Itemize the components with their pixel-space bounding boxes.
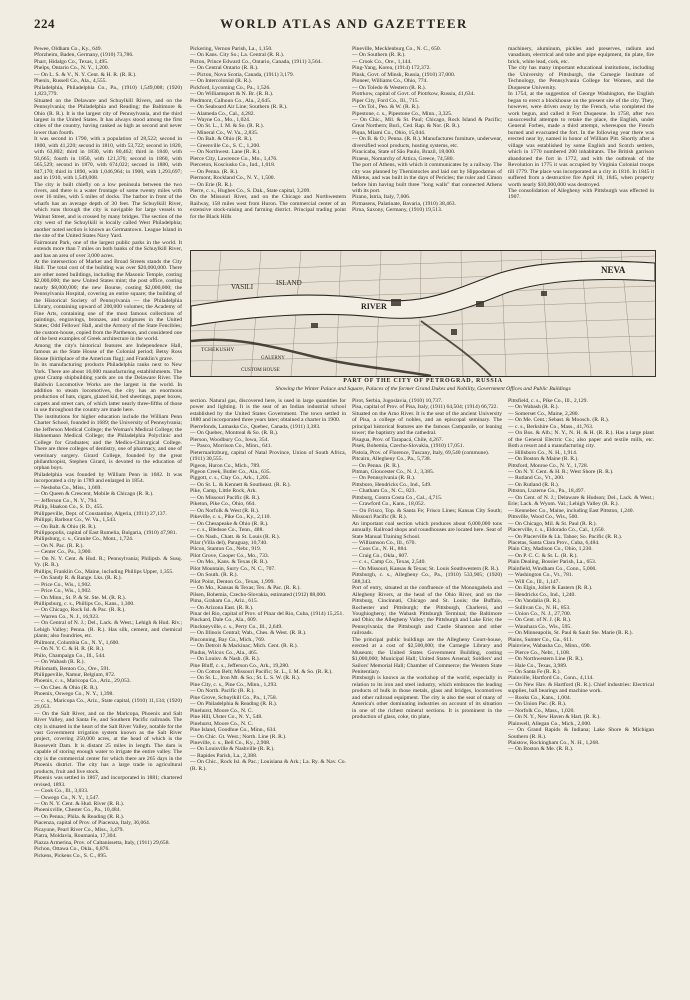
gazetteer-entry: The port of Athens, with which it communicates by a railway. The city was planned by Themistocles and laid out by Hippodamus of Miletus, and was built in the days of Pericles; the ruler and Cimon before him having built three "long walls" that connected Athens with its port. bbox=[352, 162, 502, 194]
gazetteer-entry: Pittsburg, Contra Costa Co., Cal., 4,715. bbox=[352, 494, 443, 501]
page-header bbox=[34, 16, 654, 36]
gazetteer-entry: — On Bos. & Alb.; N. Y., N. H. & H. (R. R.). Has a large plant of the General Electric Co.; also paper and textile mills, etc. Both a resort and a manufacturing city. bbox=[508, 430, 654, 450]
gazetteer-entry: Pinar del Rio, capital of Prov. of Pinar del Rio, Cuba, (1914) 15,251. bbox=[190, 610, 344, 617]
map-label-tchekushy: TCHEKUSHY bbox=[201, 347, 235, 353]
gazetteer-entry: Pilsen, Bohemia, Czecho-Slovakia, estimated (1912) 88,000. bbox=[190, 591, 327, 598]
gazetteer-entry: — On South. (R. R.). bbox=[190, 572, 238, 579]
gazetteer-entry: — On Boston & Maine (R. R.). bbox=[508, 456, 579, 463]
gazetteer-entry: — On Northwest. Lane (R. R.). bbox=[190, 149, 261, 156]
gazetteer-entry: Pine Bluff, c. s., Jefferson Co., Ark., 19,280. bbox=[190, 662, 290, 669]
gazetteer-entry: — On N. Y. Cent. & Hud. R.; Pennsylvania; Philipsb. & Susq. Vy. (R. R.). bbox=[34, 555, 182, 569]
gazetteer-entry: — On Wabash (R. R.). bbox=[508, 404, 559, 411]
gazetteer-entry: Philo, Champaign Co., Ill., 544. bbox=[34, 652, 106, 659]
gazetteer-entry: — On Missouri, Kansas & Texas; St. Louis Southwestern (R. R.). bbox=[352, 565, 500, 572]
map-caption: Showing the Winter Palace and Square, Palaces of the former Grand Dukes and Nobility, Government Offices and Public Buildings bbox=[275, 386, 571, 392]
gazetteer-entry: The city has many important educational institutions, including the University of Pittsburgh, the Carnegie Institute of Technology, the Pennsylvania College for Women, and the Duquesne University. bbox=[508, 65, 654, 91]
gazetteer-entry: Plainview, Wabasha Co., Minn., 690. bbox=[508, 643, 591, 650]
gazetteer-entry: — On North. Pacific (R. R.). bbox=[190, 688, 255, 695]
gazetteer-entry: Pisa, capital of Prov. of Pisa, Italy, (1911) 64,504; (1914) 66,722. bbox=[352, 404, 498, 411]
gazetteer-entry: — On Seaboard Air Line; Southern (R. R.). bbox=[190, 104, 288, 111]
gazetteer-entry: Piotrkow, capital of Govt. of Piotrkow, Russia, 41,634. bbox=[352, 91, 475, 98]
gazetteer-entry: — On Placerville & Lk. Tahoe; So. Pacific (R. R.). bbox=[508, 533, 623, 540]
gazetteer-entry: Piracicaba, State of São Paulo, Brazil, 18,000. bbox=[352, 149, 456, 156]
gazetteer-entry: — Cook Co., Ill., 3,033. bbox=[34, 788, 89, 795]
gazetteer-entry: — On Missouri Pacific (R. R.). bbox=[190, 494, 261, 501]
map-title: PART OF THE CITY OF PETROGRAD, RUSSIA bbox=[343, 378, 503, 384]
gazetteer-entry: It was second in 1790, with a population of 28,522; second in 1800, with 41,220; second in 1810, with 53,722; second in 1820, with 63,802; third in 1830, with 80,462; third in 1840, with 93,665; fourth in 1850, with 121,376; second in 1860, with 565,529; second in 1870, with 674,022; second in 1880, with 847,170; third in 1890, with 1,046,964; in 1900, with 1,293,697; and in 1910, with 1,549,008. bbox=[34, 136, 182, 182]
gazetteer-entry: Pine Grove, Schuylkill Co., Pa., 1,758. bbox=[190, 694, 278, 701]
gazetteer-entry: — On N. Pac. (R. R.). bbox=[34, 542, 84, 549]
gazetteer-entry: — Price Co., Wis., 1,902. bbox=[34, 588, 92, 595]
gazetteer-entry: — On Williamsport & N. Br. (R. R.). bbox=[190, 91, 274, 98]
gazetteer-entry: Phoenix, c. s., Maricopa Co., Ariz., 29,053. bbox=[34, 678, 131, 685]
gazetteer-entry: Pittsford, Monroe Co., N. Y., 1,728. bbox=[508, 462, 589, 469]
gazetteer-entry: Pitman, Gloucester Co., N. J., 3,385. bbox=[352, 468, 435, 475]
gazetteer-entry: Piqua, Miami Co., Ohio, 15,044. bbox=[352, 129, 426, 136]
gazetteer-entry: Pierrefonds, Lamaska Co., Quebec, Canada, (1911) 3,383. bbox=[190, 423, 321, 430]
gazetteer-entry: Pisek, Bohemia, Czecho-Slovakia, (1910) 17,051. bbox=[352, 443, 465, 450]
gazetteer-entry: — On Ches. & Ohio (R. R.). bbox=[34, 684, 99, 691]
gazetteer-entry: — Price Co., Wis., 1,902. bbox=[34, 581, 92, 588]
column-3-top bbox=[352, 46, 502, 246]
gazetteer-entry: Philipsburg, c. s., Granite Co., Mont., 1,724. bbox=[34, 536, 134, 543]
gazetteer-entry: Pichon, Ottawa Co., Okla., 6,876. bbox=[34, 846, 110, 853]
gazetteer-entry: — On St. L., Iron Mt. & So.; St. L. S. W. (R. R.). bbox=[190, 675, 301, 682]
gazetteer-entry: An important coal section which produces about 6,000,000 tons annually. Railroad shops and roundhouses are located here. Seat of State Manual Training School. bbox=[352, 520, 502, 540]
gazetteer-entry: Pineville, Mecklenburg Co., N. C., 650. bbox=[352, 46, 442, 52]
gazetteer-entry: Piazza Armerina, Prov. of Caltanissetta, Italy, (1911) 29,658. bbox=[34, 839, 170, 846]
gazetteer-entry: Pinehurst, Moore Co., N. C. bbox=[190, 707, 253, 714]
gazetteer-entry: Pine City, c. s., Pine Co., Minn., 1,293. bbox=[190, 681, 278, 688]
map-label-galerny: GALERNY bbox=[261, 356, 285, 361]
gazetteer-entry: Piermont, Rockland Co., N. Y., 1,500. bbox=[190, 175, 275, 182]
gazetteer-entry: — On Illinois Central; Wab., Ches. & West. (R. R.). bbox=[190, 630, 307, 637]
gazetteer-entry: — On Balt. & Ohio (R. R.). bbox=[34, 523, 97, 530]
gazetteer-entry: Pharr, Hidalgo Co., Texas, 1,495. bbox=[34, 58, 109, 65]
gazetteer-entry: — On Elgin, Joliet & Eastern (R. R.). bbox=[508, 585, 593, 592]
gazetteer-entry: Phoenixville, Chester Co., Pa., 10,484. bbox=[34, 807, 121, 814]
gazetteer-entry: — On Me. Cent.; Sebast. & Moosch. (R. R.). bbox=[508, 417, 610, 424]
gazetteer-entry: — On Central of N. J.; Del., Lack. & West.; Lehigh & Hud. Riv.; Lehigh Valley; Penna. (R. R.). Has silk, cement, and chemical plants; also foundries, etc. bbox=[34, 620, 182, 640]
gazetteer-entry: Pietermaritzburg, capital of Natal Province, Union of South Africa, (1911) 30,555. bbox=[190, 449, 346, 463]
gazetteer-entry: — Rooks Co., Kans., 1,004. bbox=[508, 694, 572, 701]
gazetteer-entry: Pickford, Lycoming Co., Pa., 1,526. bbox=[190, 84, 271, 91]
gazetteer-entry: Pinsk, Govt. of Minsk, Russia, (1910) 37,000. bbox=[352, 71, 456, 78]
gazetteer-entry: Pinckneyville, c. s., Perry Co., Ill., 2,649. bbox=[190, 623, 283, 630]
gazetteer-entry: — Rutland Co., Vt., 200. bbox=[508, 475, 565, 482]
gazetteer-entry: — Hale Co., Texas, 3,989. bbox=[508, 662, 568, 669]
gazetteer-entry: Phoenix was settled in 1867, and incorporated in 1881; chartered revised, 1893. bbox=[34, 775, 182, 788]
gazetteer-entry: — Williamson Co., Ill., 670. bbox=[352, 539, 416, 546]
gazetteer-entry: — On Louisv. & Nash. (R. R.). bbox=[190, 656, 261, 663]
gazetteer-entry: Piatra, Moldavia, Roumania, 17,304. bbox=[34, 833, 117, 840]
gazetteer-entry: — Union Co., N. J., 27,700. bbox=[508, 610, 572, 617]
gazetteer-entry: — Pierce Co., Nebr., 1,108. bbox=[508, 649, 571, 656]
gazetteer-entry: — On Chic., Mil. & St. Paul; Chicago, Rock Island & Pacific; Great Northern; Burl., Ced. Rap. & Nor. (R. R.). bbox=[352, 116, 502, 130]
gazetteer-entry: Situated on the Arno River. It is the seat of the ancient University of Pisa, a college of nobles, and an episcopal seminary. The principal historical features are the famous Campanile, or leaning tower; the baptistry and the cathedral. bbox=[352, 410, 502, 437]
gazetteer-entry: — On Quebec, Montreal & So. (R. R.). bbox=[190, 430, 279, 437]
gazetteer-entry: The city is built chiefly on a low peninsula between the two rivers, and there is a water frontage of some twenty miles with over 16 miles, with 5 miles of docks. The harbor in front of the wharfs has an average depth of 30 feet. The Schuylkill River, which runs through the city is navigable for large vessels to Walnut Street, and is crossed by many bridges. The section of the city west of the Schuylkill is locally called West Philadelphia; another noted section is known as Germantown. League Island in the site of the United States Navy Yard. bbox=[34, 181, 182, 240]
gazetteer-entry: Pinckard, Dale Co., Ala., 609. bbox=[190, 617, 258, 624]
column-3-bottom bbox=[352, 398, 502, 976]
map-drawing bbox=[191, 251, 655, 376]
gazetteer-entry: Pitcairn, Allegheny Co., Pa., 5,738. bbox=[352, 456, 432, 463]
gazetteer-entry: In 1754, at the suggestion of George Washington, the English began to erect a blockhouse on the present site of the city. They, however, were driven away by the French, who completed the work begun, and called it Fort Duquesne. In 1758, after two unsuccessful attempts to retake the place, the English, under General Forbes, made a third attempt, whereupon the French burned and evacuated the fort. In the following year there was erected near by, named in honor of William Pitt. Shortly after a village was established by some English and Scotch settlers, which in 1770 numbered 200 inhabitants. The British garrison abandoned the fort in 1772, and with the outbreak of the Revolution in 1775 it was occupied by Virginia Colonial troops till 1779. The place was incorporated as a city in 1816. In 1845 it suffered from a destructive fire April 10, 1845, when property worth nearly $10,000,000 was destroyed. bbox=[508, 91, 654, 188]
gazetteer-entry: Situated on the Delaware and Schuylkill Rivers, and on the Pennsylvania; the Philadelphia and Reading; the Baltimore & Ohio (R. R.). It is the largest city of Pennsylvania, and the third largest in the United States. It has always stood among the first cities of the country, having ranked as high as second and never lower than fourth. bbox=[34, 97, 182, 136]
gazetteer-entry: Philippeville, Dept. of Constantine, Algeria, (1911) 27,137. bbox=[34, 510, 167, 517]
gazetteer-entry: Pilot Point, Denton Co., Texas, 1,999. bbox=[190, 578, 275, 585]
gazetteer-entry: — Sullivan Co., N. H., 853. bbox=[508, 604, 571, 611]
gazetteer-entry: — On New Hav. & Hartford (R. R.). Chief industries: Electrical supplies, ball bearings and machine work. bbox=[508, 681, 654, 695]
gazetteer-entry: — On Toledo & Western (R. R.). bbox=[352, 84, 426, 91]
gazetteer-entry: Picayune, Pearl River Co., Miss., 3,479. bbox=[34, 826, 124, 833]
gazetteer-entry: — On Penna. (R. R.). bbox=[190, 168, 239, 175]
gazetteer-entry: — Washington Co., Vt., 781. bbox=[508, 572, 574, 579]
gazetteer-entry: — Jefferson Co., N. Y., 794. bbox=[34, 497, 98, 504]
gazetteer-entry: Pickering, Vernon Parish, La., 1,150. bbox=[190, 46, 273, 52]
column-2-top bbox=[190, 46, 346, 246]
gazetteer-entry: — On Minneapolis, St. Paul & Sault Ste. Marie (R. R.). bbox=[508, 630, 633, 637]
gazetteer-entry: — Waushara Co., Wis., 595. bbox=[508, 623, 572, 630]
gazetteer-entry: — Hillsboro Co., N. H., 1,914. bbox=[508, 449, 578, 456]
gazetteer-entry: Pilot Grove, Cooper Co., Mo., 733. bbox=[190, 552, 270, 559]
gazetteer-entry: Plain City, Madison Co., Ohio, 1,230. bbox=[508, 546, 593, 553]
gazetteer-entry: Plains, Sumter Co., Ga., 611. bbox=[508, 636, 574, 643]
gazetteer-entry: — On Northwestern Line (R. R.). bbox=[508, 656, 584, 663]
gazetteer-entry: — On Kans. City So.; La. Central (R. R.). bbox=[190, 52, 285, 59]
gazetteer-entry: Plaistow, Rockingham Co., N. H., 1,268. bbox=[508, 740, 600, 747]
gazetteer-entry: — On Wabash (R. R.). bbox=[34, 659, 85, 666]
gazetteer-entry: — Warren Co., N. J., 16,923. bbox=[34, 613, 100, 620]
gazetteer-entry: Pindus, Wilcox Co., Ala., 465. bbox=[190, 649, 259, 656]
gazetteer-entry: — Center Co., Pa., 3,900. bbox=[34, 549, 92, 556]
gazetteer-entry: — c. s., Berkshire Co., Mass., 41,763. bbox=[508, 423, 594, 430]
map-label-custom-house: CUSTOM HOUSE bbox=[241, 368, 280, 373]
gazetteer-entry: Plainwell, Allegan Co., Mich., 2,000. bbox=[508, 720, 592, 727]
gazetteer-entry: — On Frisco, Top. & Santa Fe; Frisco Lines; Kansas City South; Missouri Pacific (R. R.). bbox=[352, 507, 502, 521]
gazetteer-entry: Port of entry, situated at the confluence of the Monongahela and Allegheny Rivers, at the head of the Ohio River, and on the Pittsburg, Cincinnati, Chicago and St. Louis; the Buffalo, Rochester and Pittsburgh; the Pittsburgh, Charleroi, and Youghiogheny; the Wabash Pittsburgh Terminal; the Baltimore and Ohio; the Allegheny Valley; the Pittsburgh and Lake Erie; the Pennsylvania; the Pittsburgh and Castle Shannon and other railroads. bbox=[352, 585, 502, 637]
column-1 bbox=[34, 46, 182, 976]
gazetteer-entry: — Kennebec Co., Maine, including East Pittston, 1,240. bbox=[508, 507, 634, 514]
gazetteer-entry: — Mineral Co., W. Va., 2,835. bbox=[190, 129, 259, 136]
gazetteer-entry: Pigeon Creek, Butler Co., Ala., 635. bbox=[190, 468, 271, 475]
gazetteer-entry: Phillipsburg, c. s., Phillips Co., Kans., 1,300. bbox=[34, 600, 135, 607]
gazetteer-entry: — On Santa Fe (R. R.). bbox=[508, 669, 561, 676]
gazetteer-entry: Pierre, c. s., Hughes Co., S. Dak., State capital, 3,209. bbox=[190, 187, 311, 194]
gazetteer-entry: Pittsburgh, c. s., Allegheny Co., Pa., (1910) 533,905; (1920) 588,343. bbox=[352, 572, 502, 585]
gazetteer-entry: — On Chic., Rock Isl. & Pac.; Louisiana & Ark.; La. Ry. & Nav. Co. (R. R.). bbox=[190, 759, 346, 772]
gazetteer-entry: — On Nash., Chatt. & St. Louis (R. R.). bbox=[190, 533, 280, 540]
gazetteer-entry: Pewee, Oldham Co., Ky., 649. bbox=[34, 46, 102, 52]
gazetteer-entry: Pike, Camp, Little Rock, Ark. bbox=[190, 488, 257, 495]
map-label-island: ISLAND bbox=[276, 279, 302, 287]
gazetteer-entry: — On Norfolk & West (R. R.). bbox=[190, 507, 260, 514]
gazetteer-entry: — c. s., Maricopa Co., Ariz., State capital, (1910) 11,134; (1920) 29,053. bbox=[34, 697, 182, 711]
gazetteer-entry: Pilot Mountain, Surry Co., N. C., 707. bbox=[190, 565, 276, 572]
gazetteer-entry: — Somerset Co., Maine, 2,280. bbox=[508, 410, 580, 417]
gazetteer-entry: — On Minn., St. P. & St. Ste. M. (R. R.). bbox=[34, 594, 127, 601]
gazetteer-entry: — On Louisville & Nashville (R. R.). bbox=[190, 746, 275, 753]
gazetteer-entry: — On Union Pac. (R. R.). bbox=[508, 701, 567, 708]
gazetteer-entry: — On Chesapeake & Ohio (R. R.). bbox=[190, 520, 269, 527]
gazetteer-entry: Ping-Yang, Korea, (1914) 172,372. bbox=[352, 65, 431, 72]
gazetteer-entry: Among the city's historical features are Independence Hall, famous as the State House of the Colonial period; Betsy Ross House (birthplace of the American flag); and Franklin's grave. bbox=[34, 342, 182, 362]
gazetteer-entry: Phillips, Franklin Co., Maine, including Phillips Upper, 1,355. bbox=[34, 568, 174, 575]
gazetteer-entry: — On Cent. of N. J.; Delaware & Hudson; Del., Lack. & West.; Erie; Lack. & Wyom. Val.; Lehigh Valley (R. R.). bbox=[508, 494, 654, 508]
gazetteer-entry: — Greenville Co., S. C., 1,200. bbox=[190, 142, 261, 149]
gazetteer-entry: — On Cotton Belt; Missouri Pacific; St. L., I. M. & So. (R. R.). bbox=[190, 669, 333, 676]
gazetteer-entry: — Coos Co., N. H., 884. bbox=[352, 546, 408, 553]
gazetteer-entry: Piacenza, capital of Prov. of Piacenza, Italy, 36,064. bbox=[34, 820, 151, 827]
gazetteer-entry: Pittsboro, Hendricks Co., Ind., 549. bbox=[352, 481, 432, 488]
page-number: 224 bbox=[34, 16, 55, 31]
gazetteer-entry: — On Detroit & Mackinac; Mich. Cent. (R. R.). bbox=[190, 643, 298, 650]
gazetteer-entry: — On Intercolonial (R. R.). bbox=[190, 78, 252, 85]
gazetteer-entry: Philip, Haakon Co., S. D., 455. bbox=[34, 504, 104, 511]
gazetteer-entry: — On Erie (R. R.). bbox=[190, 181, 233, 188]
gazetteer-entry: Placetas, Santa Clara Prov., Cuba, 6,484. bbox=[508, 539, 600, 546]
gazetteer-entry: Pistoia, Prov. of Florence, Tuscany, Italy, 69,540 (commune). bbox=[352, 449, 490, 456]
gazetteer-entry: Pickens, Pickens Co., S. C., 895. bbox=[34, 852, 108, 859]
gazetteer-entry: — On Vandalia (R. R.). bbox=[508, 598, 561, 605]
gazetteer-entry: — c. s., Bledsoe Co., Tenn., 488. bbox=[190, 527, 264, 534]
gazetteer-entry: Philadelphia, Philadelphia Co., Pa., (1910) 1,549,008; (1920) 1,823,779. bbox=[34, 84, 182, 98]
gazetteer-entry: Pine Island, Goodhue Co., Minn., 634. bbox=[190, 727, 277, 734]
gazetteer-entry: Pikeville, c. s., Pike Co., Ky., 2,110. bbox=[190, 514, 271, 521]
gazetteer-entry: — On B. & O.; Penna. (R. R.). Manufactures furniture, underwear, diversified wool products, hosting systems, etc. bbox=[352, 136, 502, 149]
gazetteer-entry: — Will Co., Ill., 1,147. bbox=[508, 578, 560, 585]
gazetteer-entry: — On Pennsylvania (R. R.). bbox=[352, 475, 416, 482]
gazetteer-entry: Pipestone, c. s., Pipestone Co., Minn., 3,325. bbox=[352, 110, 453, 117]
gazetteer-entry: Pilar (Villa del), Paraguay, 10,740. bbox=[190, 539, 268, 546]
gazetteer-entry: — Norfolk Co., Mass., 1,020. bbox=[508, 707, 575, 714]
gazetteer-entry: — Chatham Co., N. C., 823. bbox=[352, 488, 416, 495]
gazetteer-entry: — On Penna.; Phila. & Reading (R. R.). bbox=[34, 813, 125, 820]
gazetteer-entry: — Pasco, Morrison Co., Minn., 641. bbox=[190, 443, 272, 450]
gazetteer-entry: — On Boston & Me. (R. R.). bbox=[508, 746, 574, 753]
gazetteer-entry: — On Cent. of N. J. (R. R.). bbox=[508, 617, 572, 624]
gazetteer-entry: Plainfield, Windham Co., Conn., 5,000. bbox=[508, 565, 597, 572]
gazetteer-entry: — On Chicago, Rock Isl. & Pac. (R. R.). bbox=[34, 607, 126, 614]
gazetteer-entry: — On L. S. & V., N. Y. Cent. & H. R. (R. R.). bbox=[34, 71, 137, 78]
map-label-river: RIVER bbox=[361, 302, 387, 311]
gazetteer-entry: — Hendricks Co., Ind., 1,240. bbox=[508, 591, 576, 598]
gazetteer-entry: — On Mo., Kans. & Texas (R. R.). bbox=[190, 559, 269, 566]
gazetteer-entry: — On P. C. C. & St. L. (R. R.). bbox=[508, 552, 578, 559]
gazetteer-entry: Philomath, Benton Co., Ore., 591. bbox=[34, 665, 111, 672]
gazetteer-entry: Pirmasens, Palatinate, Bavaria, (1910) 38,463. bbox=[352, 200, 456, 207]
gazetteer-entry: — Crook Co., Ore., 1,144. bbox=[352, 58, 412, 65]
gazetteer-entry: Pirot, Serbia, Jugoslavia, (1910) 10,737. bbox=[352, 398, 443, 404]
column-4-bottom bbox=[508, 398, 654, 976]
gazetteer-entry: — Neshoba Co., Miss., 1,669. bbox=[34, 484, 102, 491]
gazetteer-entry: At the intersection of Market and Broad Streets stands the City Hall. The total cost of the building was over $20,000,000. There are other noted buildings, including the Masonic Temple, costing $2,000,000; the new United States mint; the post office, costing nearly $8,000,000; the new Bourse, costing $2,000,000; the Pennsylvania Hospital, covering an entire square; the building of the Historical Society of Pennsylvania — the Philadelphia Library, containing upward of 200,000 volumes; the Academy of Fine Arts, containing one of the most famous collections of paintings, engravings, bronzes, and sculptures in the United States; Odd Fellows' Hall, and the Armory of the State Fencibles; the custom-house, copied from the Parthenon, and considered one of the best examples of Greek architecture in the world. bbox=[34, 258, 182, 343]
gazetteer-entry: — On N. Y. Cent. & Hud. River (R. R.). bbox=[34, 801, 125, 808]
gazetteer-entry: Plain Dealing, Bossier Parish, La., 653. bbox=[508, 559, 597, 566]
gazetteer-entry: Pinehurst, Moore Co., N. C. bbox=[190, 720, 253, 727]
gazetteer-entry: — Crawford Co., Kans., 18,052. bbox=[352, 501, 426, 508]
gazetteer-entry: Pierson, Woodbury Co., Iowa, 354. bbox=[190, 436, 269, 443]
gazetteer-entry: Pinconning, Bay Co., Mich., 769. bbox=[190, 636, 266, 643]
gazetteer-entry: — Wayne Co., Mo., 1,024. bbox=[190, 116, 251, 123]
gazetteer-entry: — On N. Y., New Haven & Hart. (R. R.). bbox=[508, 714, 601, 721]
gazetteer-entry: Fairmount Park, one of the largest public parks in the world. It extends more than 7 miles on both banks of the Schuylkill River, and has an area of over 3,000 acres. bbox=[34, 239, 182, 259]
gazetteer-entry: — On N. Y. C. & H. R. (R. R.). bbox=[34, 646, 105, 653]
gazetteer-entry: — Picton, Nova Scotia, Canada, (1911) 3,179. bbox=[190, 71, 295, 78]
gazetteer-entry: — On Chic. Gt. West.; North. Line (R. R.). bbox=[190, 733, 287, 740]
gazetteer-entry: Pisagua, Prov. of Tarapacá, Chile, 4,267. bbox=[352, 436, 443, 443]
gazetteer-entry: section. Natural gas, discovered here, is used in large quantities for power and lighting. It is the seat of an Indian industrial school established by the United States Government. The town settled in 1880 and incorporated three years later; obtained a charter in 1900. bbox=[190, 398, 346, 424]
gazetteer-entry: Piggott, c. s., Clay Co., Ark., 1,205. bbox=[190, 475, 270, 482]
gazetteer-entry: — Alameda Co., Cal., 4,282. bbox=[190, 110, 255, 117]
column-2-bottom bbox=[190, 398, 346, 976]
gazetteer-entry: Phelps, Ontario Co., N. Y., 1,200. bbox=[34, 65, 110, 72]
gazetteer-entry: — On St. L., I. M. & So. (R. R.). bbox=[190, 123, 264, 130]
gazetteer-entry: — On Penna. (R. R.). bbox=[352, 462, 401, 469]
city-map bbox=[190, 250, 656, 377]
gazetteer-entry: — On Mo., Kansas & Texas; Tex. & Pac. (R. R.). bbox=[190, 585, 301, 592]
column-4-top bbox=[508, 46, 654, 246]
gazetteer-entry: Phenix, Russell Co., Ala., 4,555. bbox=[34, 78, 107, 85]
gazetteer-entry: Pima, Graham Co., Ariz., 615. bbox=[190, 598, 259, 605]
gazetteer-entry: — On St. L. & Kennett & Southeast. (R. R.). bbox=[190, 481, 291, 488]
gazetteer-entry: Pirna, Saxony, Germany, (1910) 19,513. bbox=[352, 207, 443, 214]
gazetteer-entry: In its manufacturing products Philadelphia ranks next to New York. There are about 16,000 manufacturing establishments. The great Cramp shipbuilding yards are on the Delaware River. The Baldwin Locomotive Works are the largest in the world. In addition to steam locomotives, the city has an enormous production of hats, cigars, glazed kid, bed sheetings, paper boxes, carpets and street cars, of which latter nearly three-fifths of those in use throughout the country are made here. bbox=[34, 362, 182, 414]
gazetteer-entry: Pierceton, Kosciusko Co., Ind., 1,018. bbox=[190, 162, 276, 169]
gazetteer-entry: — On Chicago, Mil. & St. Paul (R. R.). bbox=[508, 520, 597, 527]
gazetteer-entry: — On Grand Rapids & Indiana; Lake Shore & Michigan Southern (R. R.). bbox=[508, 727, 654, 740]
gazetteer-entry: — On Southern (R. R.). bbox=[352, 52, 406, 59]
gazetteer-entry: The principal public buildings are the Allegheny Court-house, erected at a cost of $2,500,000; the Carnegie Library and Museum; the United States Government Building, costing $1,000,000; Municipal Hall; United States Arsenal; Soldiers' and Sailors' Memorial Hall; Chamber of Commerce; the Western State Penitentiary. bbox=[352, 636, 502, 676]
gazetteer-entry: Pittsfield, c. s., Pike Co., Ill., 2,129. bbox=[508, 398, 588, 404]
gazetteer-entry: Piketon, Pike Co., Ohio, 664. bbox=[190, 501, 256, 508]
gazetteer-entry: Philippopolis, capital of East Rumelia, Bulgaria, (1910) 47,981. bbox=[34, 529, 177, 536]
gazetteer-entry: — On Tol., Peo. & W. (R. R.). bbox=[352, 104, 420, 111]
gazetteer-entry: Philmont, Columbia Co., N. Y., 1,600. bbox=[34, 639, 120, 646]
gazetteer-entry: Pittston, Luzerne Co., Pa., 18,497. bbox=[508, 488, 585, 495]
gazetteer-entry: — Rapides Parish, La., 2,388. bbox=[190, 752, 258, 759]
gazetteer-entry: Pioneer, Williams Co., Ohio, 774. bbox=[352, 78, 428, 85]
gazetteer-entry: Pforzheim, Baden, Germany, (1910) 73,786. bbox=[34, 52, 134, 59]
gazetteer-entry: — On Philadelphia & Reading (R. R.). bbox=[190, 701, 278, 708]
gazetteer-entry: Picton, Prince Edward Co., Ontario, Canada, (1911) 3,564. bbox=[190, 58, 322, 65]
gazetteer-entry: — On Balt. & Ohio (R. R.). bbox=[190, 136, 253, 143]
gazetteer-entry: On the Missouri River, and on the Chicago and Northwestern Railway, 158 miles west from Huron. The commercial center of an extensive stock-raising and farming district. Principal trading point for the Black Hills bbox=[190, 194, 346, 220]
gazetteer-entry: Placerville, c. s., Eldorado Co., Cal., 1,650. bbox=[508, 527, 605, 534]
map-label-neva: NEVA bbox=[601, 265, 626, 275]
gazetteer-entry: Piper City, Ford Co., Ill., 715. bbox=[352, 97, 419, 104]
gazetteer-entry: Pine Hill, Ulster Co., N. Y., 548. bbox=[190, 714, 263, 721]
gazetteer-entry: Pittsburgh is known as the workshop of the world, especially in relation to its iron and steel industry, which embraces the leading products of bulk in those metals, glass and bridges, locomotives and other railroad equipment. The city is also the seat of many of America's other dominating industries on account of its situation in one of the richest mineral sections. It is prominent in the production of glass, coke, tin plate, bbox=[352, 675, 502, 721]
gazetteer-entry: Philippeville, Namur, Belgium, 872. bbox=[34, 671, 116, 678]
gazetteer-entry: — c. s., Camp Co., Texas, 2,540. bbox=[352, 559, 426, 566]
map-label-vasili: VASILI bbox=[231, 283, 254, 291]
gazetteer-entry: Piedmont, Calhoun Co., Ala., 2,645. bbox=[190, 97, 272, 104]
gazetteer-entry: Plainville, Hartford Co., Conn., 4,114. bbox=[508, 675, 594, 682]
gazetteer-entry: — On the Salt River, and on the Maricopa, Phoenix and Salt River Valley, and Santa Fe, and Southern Pacific railroads. The city is situated in the heart of the Salt River Valley, notable for the vast Government irrigation system known as the Salt River project, covering 250,000 acres, at the head of which is the Roosevelt Dam. It is distant 25 miles in length. The dam is capable of storing enough water to irrigate the entire valley. The city is the commercial center for which there are 265 days in the Phoenix district. The city has a large trade in agricultural products, fruit and live stock. bbox=[34, 710, 182, 775]
gazetteer-entry: — On Sandy R. & Range. Lks. (R. R.). bbox=[34, 575, 122, 582]
gazetteer-entry: — On Rutland (R. R.). bbox=[508, 481, 560, 488]
gazetteer-entry: — Craig Co., Okla., 807. bbox=[352, 552, 409, 559]
gazetteer-entry: Pineville, c. s., Bell Co., Ky., 2,908. bbox=[190, 740, 271, 747]
gazetteer-entry: The institutions for higher education include the William Penn Charter School, founded in 1689; the University of Pennsylvania; the Jefferson Medical College; the Woman's Medical College; the Hahnemann Medical College; the Philadelphia Polyclinic and College for Graduates; and the Medico-Chirurgical College. There are three colleges of dentistry, one of pharmacy, and one of veterinary surgery. Girard College, founded by the great philanthropist, Stephen Girard, is devoted to the education of orphan boys. bbox=[34, 413, 182, 472]
gazetteer-entry: Philippi, Barbour Co., W. Va., 1,543. bbox=[34, 517, 117, 524]
gazetteer-entry: Pigeon, Huron Co., Mich., 789. bbox=[190, 462, 261, 469]
running-title: WORLD ATLAS AND GAZETTEER bbox=[220, 16, 468, 31]
gazetteer-entry: Phoenix, Oswego Co., N. Y., 1,398. bbox=[34, 691, 114, 698]
gazetteer-entry: — Oswego Co., N. Y., 1,547. bbox=[34, 794, 100, 801]
gazetteer-entry: The consolidation of Allegheny with Pittsburgh was effected in 1907. bbox=[508, 187, 654, 201]
gazetteer-entry: machinery, aluminum, pickles and preserves, radium and vanadium, electrical and tube and pipe equipment, tin plate, fire brick, white lead, cork, etc. bbox=[508, 46, 654, 65]
gazetteer-entry: — On Arizona East. (R. R.). bbox=[190, 604, 254, 611]
gazetteer-entry: — On Central Ontario (R. R.). bbox=[190, 65, 259, 72]
gazetteer-entry: — On Queen & Crescent, Mobile & Chicago (R. R.). bbox=[34, 491, 154, 498]
gazetteer-entry: Pittsville, Wood Co., Wis., 500. bbox=[508, 514, 579, 521]
gazetteer-entry: — On N. Y. Cent. & H. R.; West Shore (R. R.). bbox=[508, 468, 614, 475]
gazetteer-entry: Pirano, Istria, Italy, 7,006. bbox=[352, 194, 411, 201]
gazetteer-entry: Pilcon, Stanton Co., Nebr., 919. bbox=[190, 546, 262, 553]
gazetteer-entry: Pierce City, Lawrence Co., Mo., 1,476. bbox=[190, 155, 278, 162]
gazetteer-entry: Philadelphia was founded by William Penn in 1682. It was incorporated a city in 1789 and enlarged in 1854. bbox=[34, 471, 182, 485]
gazetteer-entry: Piraeus, Nomarchy of Attica, Greece, 74,580. bbox=[352, 155, 454, 162]
